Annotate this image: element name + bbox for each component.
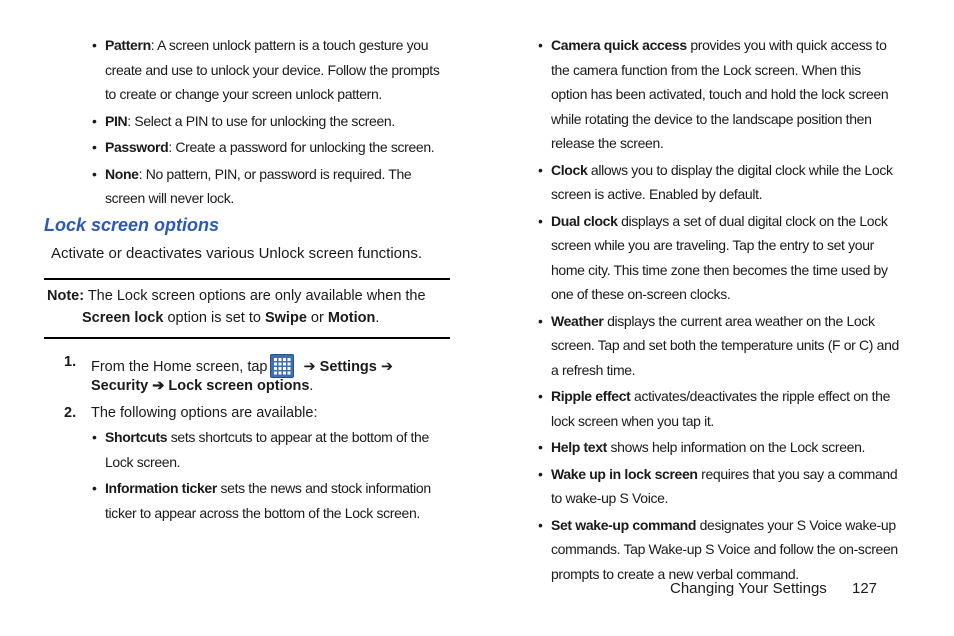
list-item: • None: No pattern, PIN, or password is required. The screen will never lock. xyxy=(92,162,452,211)
list-item: • PIN: Select a PIN to use for unlocking the screen. xyxy=(92,109,452,134)
apps-grid-icon xyxy=(270,354,294,378)
arrow-icon: ➔ xyxy=(380,359,394,375)
step-text: From the Home screen, tap ➔ Settings ➔ xyxy=(91,354,397,378)
list-item: • Wake up in lock screen requires that you say a command to wake-up S Voice. xyxy=(538,462,900,511)
arrow-icon: ➔ xyxy=(303,359,316,375)
list-item: • Ripple effect activates/deactivates the ripple effect on the lock screen when you tap it. xyxy=(538,384,900,433)
list-item: • Set wake-up command designates your S Voice wake-up commands. Tap Wake-up S Voice and follow the on-screen prompts to create a new verbal command. xyxy=(538,513,900,587)
step-number: 1. xyxy=(64,354,77,370)
step-text: The following options are available: xyxy=(91,405,318,421)
list-item: • Camera quick access provides you with quick access to the camera function from the Lock screen. When this option has been activated, touch and hold the lock screen while rotating the device to the landscape position then release the screen. xyxy=(538,33,900,156)
options-list-right xyxy=(538,33,900,586)
footer-title: Changing Your Settings xyxy=(670,580,827,597)
step-number: 2. xyxy=(64,405,77,421)
note-label: Note: xyxy=(47,288,85,304)
arrow-icon: ➔ xyxy=(152,378,165,394)
unlock-method-list xyxy=(92,33,452,211)
options-list-left xyxy=(92,425,452,525)
section-intro: Activate or deactivates various Unlock screen functions. xyxy=(51,245,423,262)
list-item: • Clock allows you to display the digital clock while the Lock screen is active. Enabled by default. xyxy=(538,158,900,207)
note-line: Note: The Lock screen options are only available when the xyxy=(47,288,426,304)
list-item: • Weather displays the current area weather on the Lock screen. Tap and set both the temperature units (F or C) and a refresh time. xyxy=(538,309,900,383)
section-heading: Lock screen options xyxy=(44,215,220,235)
note-line: Screen lock option is set to Swipe or Motion. xyxy=(82,310,380,326)
note-box xyxy=(44,278,450,339)
list-item: • Shortcuts sets shortcuts to appear at the bottom of the Lock screen. xyxy=(92,425,452,474)
list-item: • Pattern: A screen unlock pattern is a touch gesture you create and use to unlock your device. Follow the prompts to create or change your screen unlock pattern. xyxy=(92,33,452,107)
page-number: 127 xyxy=(852,580,878,597)
list-item: • Information ticker sets the news and stock information ticker to appear across the bottom of the Lock screen. xyxy=(92,476,452,525)
list-item: • Help text shows help information on the Lock screen. xyxy=(538,435,900,460)
list-item: • Password: Create a password for unlocking the screen. xyxy=(92,135,452,160)
step-text-continued: Security ➔ Lock screen options. xyxy=(91,378,314,394)
list-item: • Dual clock displays a set of dual digital clock on the Lock screen while you are traveling. Tap the entry to set your home city. This time zone then becomes the time used by one of these on-screen clocks. xyxy=(538,209,900,307)
